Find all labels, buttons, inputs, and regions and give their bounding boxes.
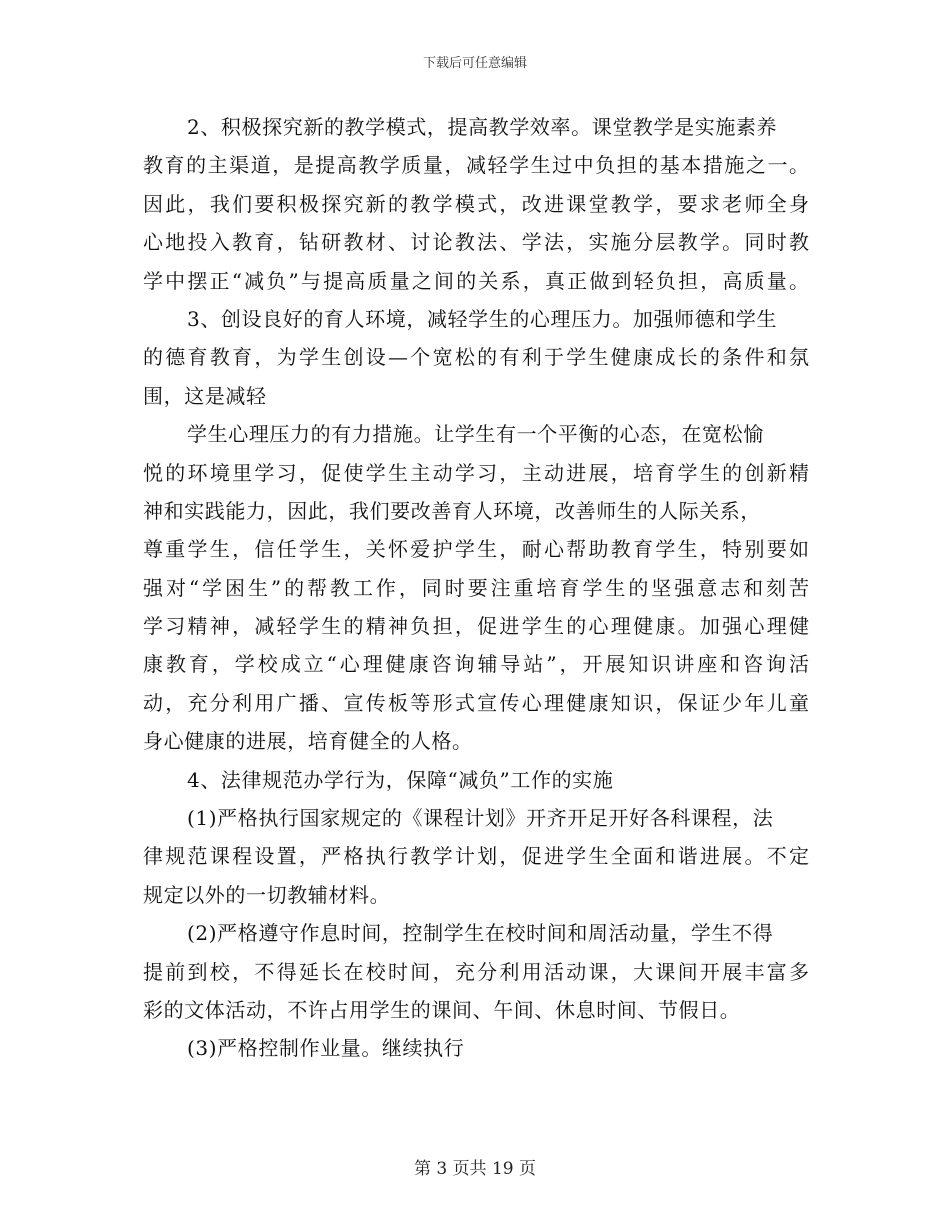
paragraph-line: 教育的主渠道，是提高教学质量，减轻学生过中负担的基本措施之一。 <box>143 153 809 178</box>
paragraph-line: 动，充分利用广播、宣传板等形式宣传心理健康知识，保证少年儿童 <box>143 690 809 715</box>
paragraph-line: 学中摆正“减负”与提高质量之间的关系，真正做到轻负担，高质量。 <box>143 268 809 293</box>
paragraph-line: 悦的环境里学习，促使学生主动学习，主动进展，培育学生的创新精 <box>143 460 809 485</box>
paragraph-line: 身心健康的进展，培育健全的人格。 <box>143 729 473 754</box>
paragraph-line: 心地投入教育，钻研教材、讨论教法、学法，实施分层教学。同时教 <box>143 230 809 255</box>
page-number: 第 3 页共 19 页 <box>413 1159 537 1179</box>
paragraph-line: 康教育，学校成立“心理健康咨询辅导站”，开展知识讲座和咨询活 <box>143 652 809 677</box>
paragraph-line: 彩的文体活动，不许占用学生的课间、午间、休息时间、节假日。 <box>143 997 741 1022</box>
paragraph-line: 提前到校，不得延长在校时间，充分利用活动课，大课间开展丰富多 <box>143 959 809 984</box>
paragraph-line: 学生心理压力的有力措施。让学生有一个平衡的心态，在宽松愉 <box>187 422 764 447</box>
paragraph-line: (2)严格遵守作息时间，控制学生在校时间和周活动量，学生不得 <box>187 921 774 946</box>
paragraph-line: 的德育教育，为学生创设—个宽松的有利于学生健康成长的条件和氛 <box>143 345 809 370</box>
paragraph-line: 强对“学困生”的帮教工作，同时要注重培育学生的坚强意志和刻苦 <box>143 575 809 600</box>
paragraph-line: (1)严格执行国家规定的《课程计划》开齐开足开好各科课程，法 <box>187 806 774 831</box>
paragraph-line: 3、创设良好的育人环境，减轻学生的心理压力。加强师德和学生 <box>187 306 778 331</box>
section-heading-line: 4、法律规范办学行为，保障“减负”工作的实施 <box>187 767 614 792</box>
paragraph-line: 尊重学生，信任学生，关怀爱护学生，耐心帮助教育学生，特别要如 <box>143 537 809 562</box>
paragraph-line: 规定以外的一切教辅材料。 <box>143 882 391 907</box>
paragraph-line: 因此，我们要积极探究新的教学模式，改进课堂教学，要求老师全身 <box>143 191 809 216</box>
paragraph-line: 围，这是减轻 <box>143 383 267 408</box>
document-body <box>143 108 809 1068</box>
paragraph-line: 2、积极探究新的教学模式，提高教学效率。课堂教学是实施素养 <box>187 115 778 139</box>
paragraph-line: 学习精神，减轻学生的精神负担，促进学生的心理健康。加强心理健 <box>143 614 809 639</box>
page-header-note: 下载后可任意编辑 <box>422 56 527 71</box>
paragraph-line: (3)严格控制作业量。继续执行 <box>187 1036 465 1061</box>
paragraph-line: 神和实践能力，因此，我们要改善育人环境，改善师生的人际关系， <box>143 498 761 523</box>
paragraph-line: 律规范课程设置，严格执行教学计划，促进学生全面和谐进展。不定 <box>143 844 809 869</box>
